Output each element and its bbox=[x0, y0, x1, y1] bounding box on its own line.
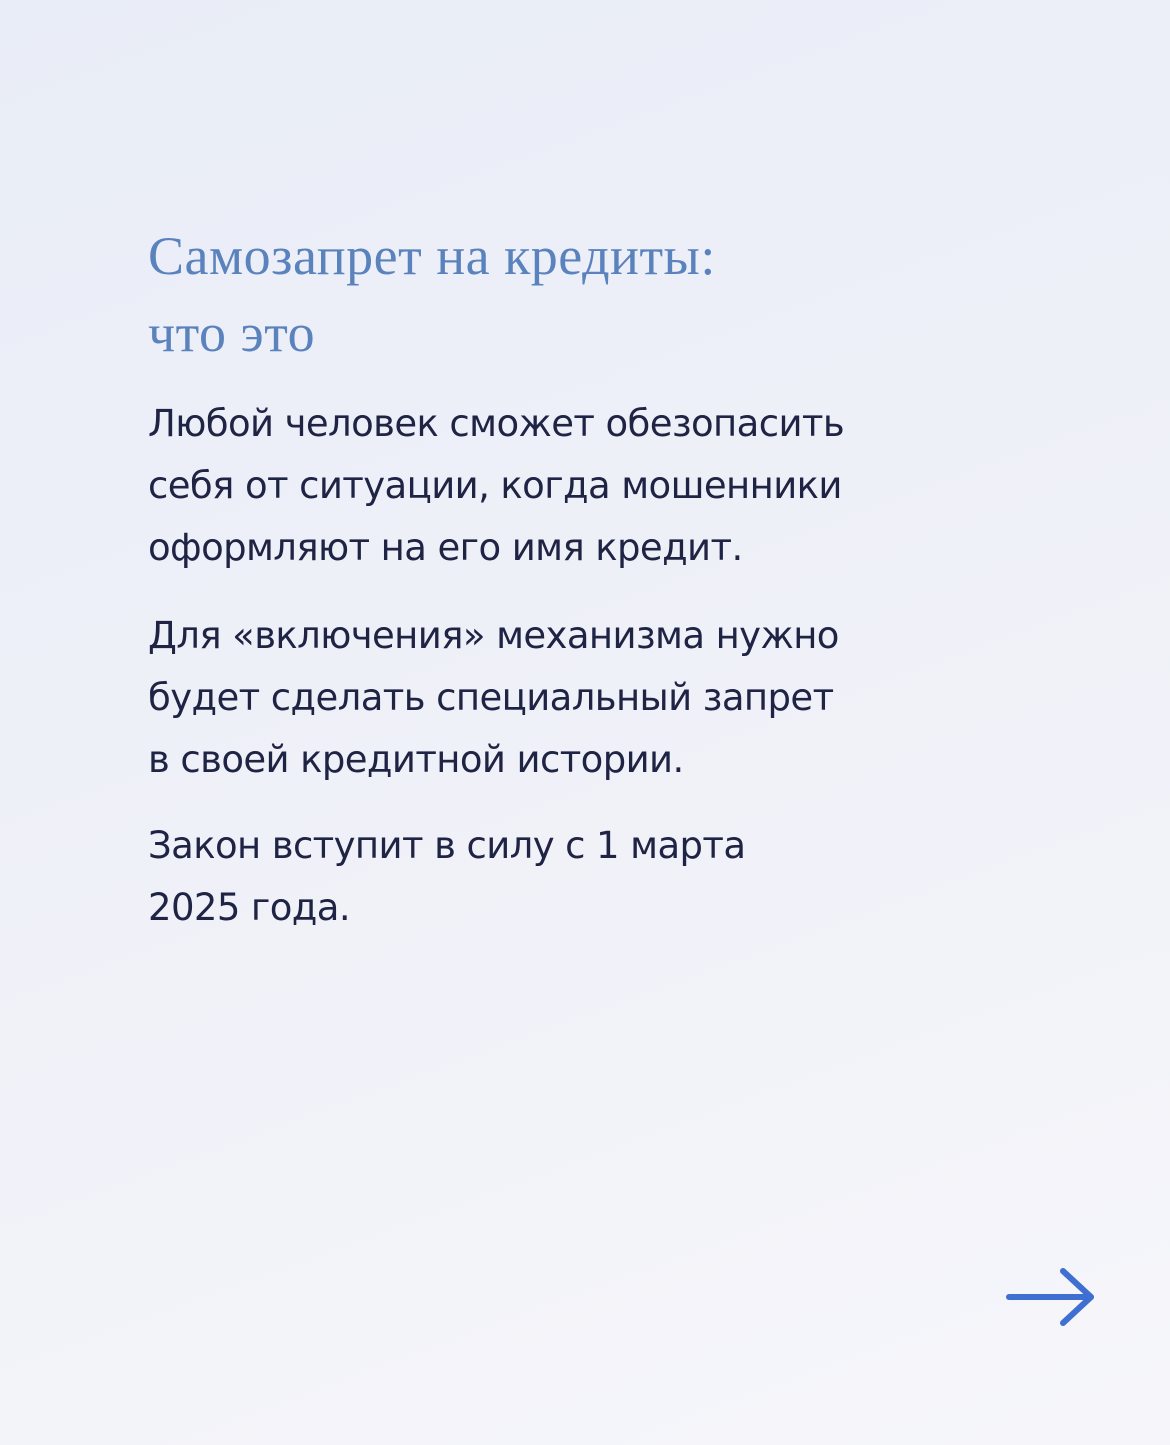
title-line-1: Самозапрет на кредиты: bbox=[148, 226, 716, 286]
paragraph-line: в своей кредитной истории. bbox=[148, 738, 684, 781]
arrow-right-icon bbox=[1003, 1265, 1099, 1329]
paragraph-line: Закон вступит в силу с 1 марта bbox=[148, 824, 746, 867]
paragraph-effective-date bbox=[148, 815, 745, 939]
next-slide-button[interactable] bbox=[1003, 1265, 1099, 1329]
paragraph-self-protection bbox=[148, 393, 844, 579]
paragraph-line: 2025 года. bbox=[148, 886, 351, 929]
page-title bbox=[148, 218, 1048, 372]
paragraph-line: себя от ситуации, когда мошенники bbox=[148, 464, 842, 507]
paragraph-line: будет сделать специальный запрет bbox=[148, 676, 834, 719]
paragraph-activation bbox=[148, 605, 839, 791]
paragraph-line: оформляют на его имя кредит. bbox=[148, 526, 743, 569]
paragraph-line: Любой человек сможет обезопасить bbox=[148, 402, 845, 445]
paragraph-line: Для «включения» механизма нужно bbox=[148, 614, 839, 657]
title-line-2: что это bbox=[148, 303, 316, 363]
